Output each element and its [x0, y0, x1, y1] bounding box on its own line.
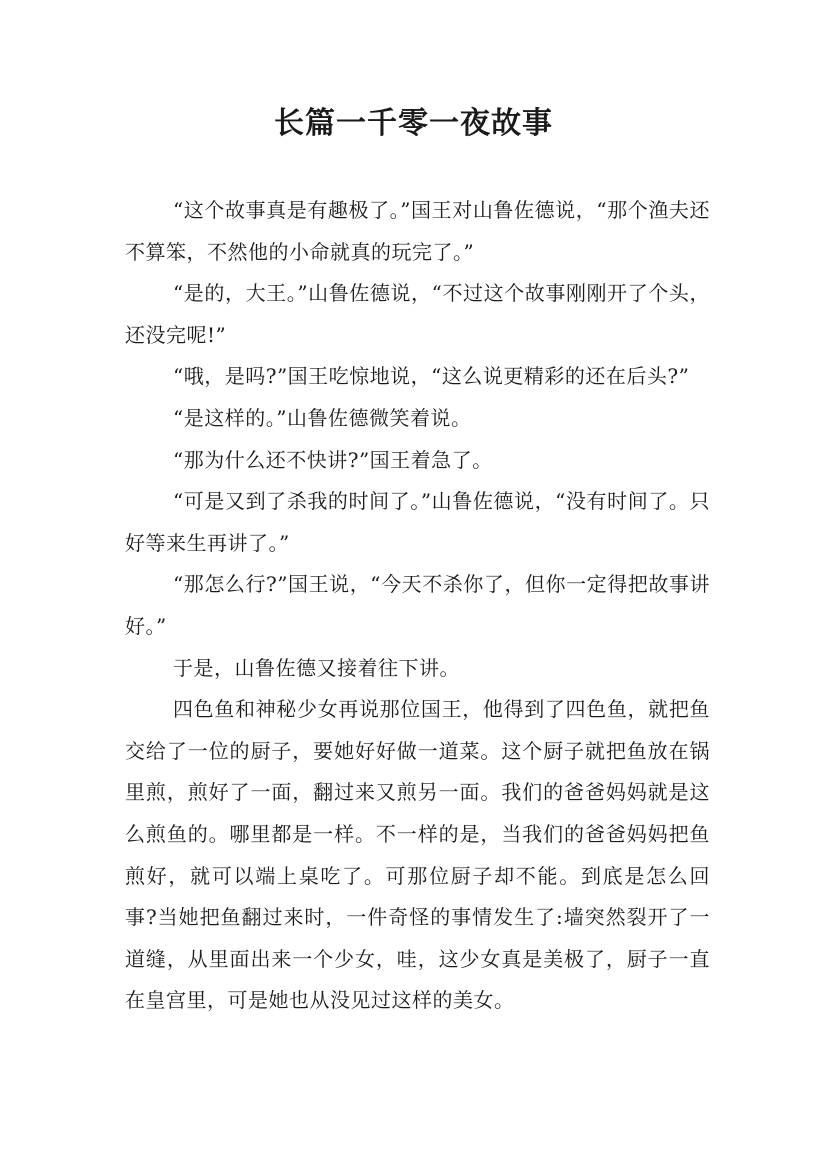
paragraph: “那怎么行?”国王说，“今天不杀你了，但你一定得把故事讲好。”	[125, 572, 710, 638]
paragraph: “这个故事真是有趣极了。”国王对山鲁佐德说，“那个渔夫还不算笨，不然他的小命就真的玩完了。”	[125, 198, 710, 264]
document-title: 长篇一千零一夜故事	[274, 106, 553, 141]
paragraph: “那为什么还不快讲?”国王着急了。	[173, 447, 493, 472]
paragraph: 四色鱼和神秘少女再说那位国王，他得到了四色鱼，就把鱼交给了一位的厨子，要她好好做一道菜。这个厨子就把鱼放在锅里煎，煎好了一面，翻过来又煎另一面。我们的爸爸妈妈就是这么煎鱼的。哪里都是一样。不一样的是，当我们的爸爸妈妈把鱼煎好，就可以端上桌吃了。可那位厨子却不能。到底是怎么回事?当她把鱼翻过来时，一件奇怪的事情发生了:墙突然裂开了一道缝，从里面出来一个少女，哇，这少女真是美极了，厨子一直在皇宫里，可是她也从没见过这样的美女。	[125, 697, 710, 1013]
document-body	[125, 190, 710, 1022]
paragraph: “哦，是吗?”国王吃惊地说，“这么说更精彩的还在后头?”	[173, 364, 690, 389]
paragraph: “可是又到了杀我的时间了。”山鲁佐德说，“没有时间了。只好等来生再讲了。”	[125, 489, 710, 555]
paragraph: “是这样的。”山鲁佐德微笑着说。	[173, 405, 472, 430]
paragraph: “是的，大王。”山鲁佐德说，“不过这个故事刚刚开了个头，还没完呢!”	[125, 281, 710, 347]
paragraph: 于是，山鲁佐德又接着往下讲。	[173, 655, 460, 680]
